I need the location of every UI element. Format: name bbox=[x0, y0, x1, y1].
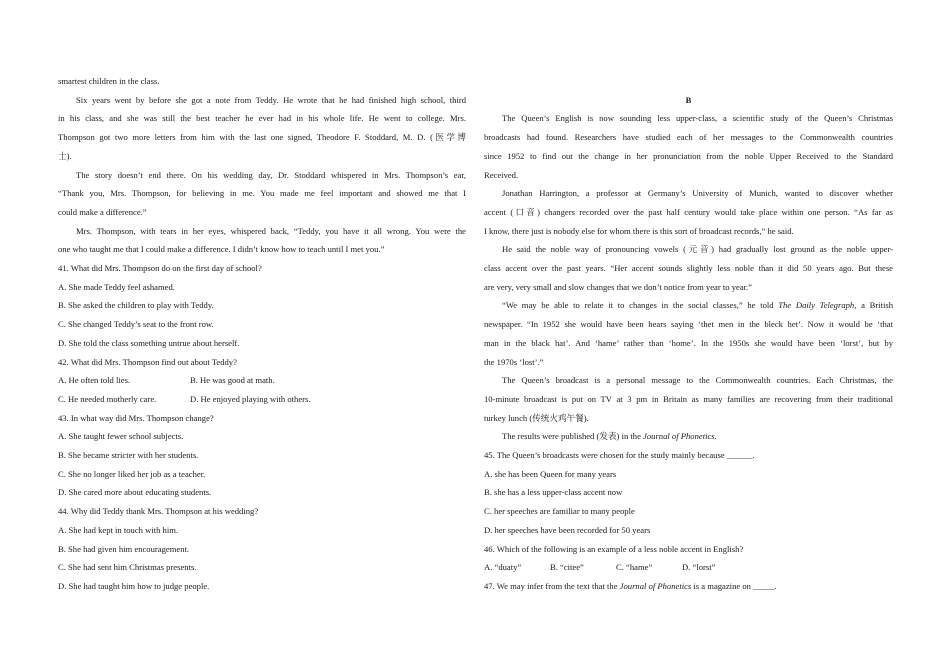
passage-text: in his class, and she was still the best teacher he ever had in his whole life. He went to college. Mrs. bbox=[58, 113, 466, 124]
passage-text: 士). bbox=[58, 150, 72, 161]
passage-text: newspaper. “In 1952 she would have been hears saying ‘thet men in the bleck het’. Now it would be ‘that bbox=[484, 319, 893, 330]
passage-paragraph bbox=[484, 427, 893, 446]
question-44: 44. Why did Teddy thank Mrs. Thompson at his wedding? bbox=[58, 506, 259, 517]
passage-text: I know, there just is nobody else for whom there is this sort of broadcast records,” he said. bbox=[484, 225, 794, 236]
section-label: B bbox=[685, 94, 692, 105]
passage-paragraph: Mrs. Thompson, with tears in her eyes, whispered back, “Teddy, you have it all wrong. You were the bbox=[76, 225, 466, 236]
option-45c: C. her speeches are familiar to many people bbox=[484, 506, 635, 517]
option-41d: D. She told the class something untrue about herself. bbox=[58, 337, 240, 348]
option-45b: B. she has a less upper-class accent now bbox=[484, 487, 623, 498]
passage-text: since 1952 to find out the change in her pronunciation from the noble Upper Received to the Standard bbox=[484, 150, 893, 161]
passage-text: “Thank you, Mrs. Thompson, for believing in me. You made me feel important and showed me that I bbox=[58, 188, 466, 199]
passage-text: are very, very small and slow changes that we don’t notice from year to year.” bbox=[484, 281, 752, 292]
passage-text: Thompson got two more letters from him with the last one signed, Theodore F. Stoddard, M. D. (医学博 bbox=[58, 132, 466, 143]
passage-text: broadcasts had found. Researchers have studied each of her messages to the Commonwealth countries bbox=[484, 132, 893, 143]
text-run: The results were published (发表) in the bbox=[502, 431, 644, 442]
passage-paragraph: The Queen’s broadcast is a personal message to the Commonwealth countries. Each Christmas, the bbox=[502, 375, 893, 386]
newspaper-title: The Daily Telegraph bbox=[778, 300, 855, 311]
option-43d: D. She cared more about educating students. bbox=[58, 487, 212, 498]
journal-title: Journal of Phonetics. bbox=[643, 431, 717, 442]
passage-text: one who taught me that I could make a difference. I didn’t know how to teach until I met you.” bbox=[58, 244, 385, 255]
option-45a: A. she has been Queen for many years bbox=[484, 468, 617, 479]
option-45d: D. her speeches have been recorded for 50 years bbox=[484, 524, 651, 535]
option-44d: D. She had taught him how to judge people. bbox=[58, 580, 210, 591]
passage-text: 10-minute broadcast is put on TV at 3 pm in Britain as many families are recovering from their traditional bbox=[484, 393, 893, 404]
passage-paragraph: Jonathan Harrington, a professor at Germany’s University of Munich, wanted to discover whether bbox=[502, 188, 893, 199]
question-41: 41. What did Mrs. Thompson do on the first day of school? bbox=[58, 263, 262, 274]
passage-paragraph: He said the noble way of pronouncing vowels (元音) had gradually lost ground as the noble upper- bbox=[502, 244, 893, 255]
options-42-row-2 bbox=[58, 390, 466, 409]
question-43: 43. In what way did Mrs. Thompson change? bbox=[58, 412, 214, 423]
left-column bbox=[58, 72, 466, 596]
option-41c: C. She changed Teddy’s seat to the front row. bbox=[58, 319, 214, 330]
option-46a: A. “duaty” bbox=[484, 562, 522, 573]
text-run: is a magazine on _____. bbox=[691, 580, 777, 591]
passage-text: the 1970s ‘lost’.” bbox=[484, 356, 544, 367]
option-46c: C. “hame” bbox=[616, 562, 653, 573]
passage-paragraph bbox=[484, 296, 893, 315]
passage-text: class accent over the past years. “Her accent sounds slightly less noble than it did 50 years ago. But these bbox=[484, 263, 893, 274]
journal-title: Journal of Phonetics bbox=[619, 580, 692, 591]
options-42-row-1 bbox=[58, 371, 466, 390]
option-43b: B. She became stricter with her students. bbox=[58, 450, 199, 461]
passage-text: man in the black hat’. And ‘hame’ rather than ‘home’. In the 1950s she would have been ‘lorst’, but by bbox=[484, 337, 893, 348]
option-44b: B. She had given him encouragement. bbox=[58, 543, 190, 554]
question-46: 46. Which of the following is an example of a less noble accent in English? bbox=[484, 543, 744, 554]
option-43a: A. She taught fewer school subjects. bbox=[58, 431, 184, 442]
passage-text: smartest children in the class. bbox=[58, 76, 160, 86]
option-42b: B. He was good at math. bbox=[190, 375, 275, 386]
passage-text: accent (口音) changers recorded over the past half century would take place within one person. “As far as bbox=[484, 206, 893, 217]
passage-text: could make a difference.” bbox=[58, 206, 147, 217]
passage-text: turkey lunch (传统火鸡午餐). bbox=[484, 412, 589, 423]
question-45: 45. The Queen’s broadcasts were chosen for the study mainly because ______. bbox=[484, 450, 755, 461]
options-46-row bbox=[484, 558, 893, 577]
right-column bbox=[484, 72, 893, 596]
question-42: 42. What did Mrs. Thompson find out about Teddy? bbox=[58, 356, 237, 367]
text-run: 47. We may infer from the text that the bbox=[484, 580, 620, 591]
option-44a: A. She had kept in touch with him. bbox=[58, 524, 179, 535]
option-46d: D. “lorst” bbox=[682, 562, 716, 573]
passage-text: Received. bbox=[484, 169, 519, 180]
option-41b: B. She asked the children to play with Teddy. bbox=[58, 300, 214, 311]
option-44c: C. She had sent him Christmas presents. bbox=[58, 562, 197, 573]
option-41a: A. She made Teddy feel ashamed. bbox=[58, 281, 175, 292]
passage-paragraph: The story doesn’t end there. On his wedding day, Dr. Stoddard whispered in Mrs. Thompson’s ear, bbox=[76, 169, 466, 180]
question-47 bbox=[484, 577, 893, 596]
spacer bbox=[484, 72, 893, 91]
option-43c: C. She no longer liked her job as a teacher. bbox=[58, 468, 206, 479]
option-42d: D. He enjoyed playing with others. bbox=[190, 393, 311, 404]
option-46b: B. “citee” bbox=[550, 562, 584, 573]
passage-paragraph: The Queen’s English is now sounding less upper-class, a scientific study of the Queen’s Christmas bbox=[502, 113, 893, 124]
option-42a: A. He often told lies. bbox=[58, 375, 131, 386]
text-run: “We may be able to relate it to changes in the social classes,” he told bbox=[502, 300, 779, 311]
passage-paragraph: Six years went by before she got a note from Teddy. He wrote that he had finished high school, third bbox=[76, 94, 466, 105]
option-42c: C. He needed motherly care. bbox=[58, 393, 157, 404]
text-run: , a British bbox=[854, 300, 893, 311]
